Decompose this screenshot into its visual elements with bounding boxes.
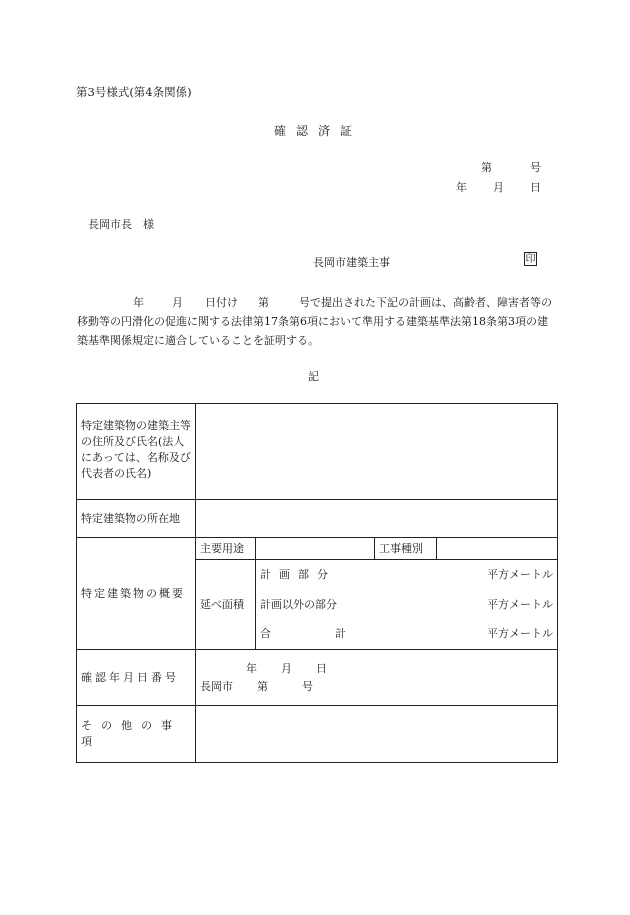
- ki-heading: 記: [308, 370, 319, 383]
- other-label: その他の事項: [77, 706, 196, 763]
- body-dai: 第: [258, 296, 269, 309]
- overview-label: 特定建築物の概要: [77, 538, 196, 650]
- confirm-label: 確認年月日番号: [77, 650, 196, 706]
- certificate-number-line: [481, 162, 541, 173]
- date-day: 日: [530, 181, 541, 194]
- owner-value[interactable]: [196, 404, 558, 500]
- plan-part-row[interactable]: [256, 560, 558, 590]
- date-month: 月: [493, 181, 504, 194]
- floor-area-label: 延べ面積: [196, 560, 256, 650]
- work-type-value[interactable]: [437, 538, 558, 560]
- confirm-day: 日: [316, 661, 327, 675]
- number-go: 号: [530, 161, 541, 174]
- main-use-value[interactable]: [256, 538, 375, 560]
- date-year: 年: [456, 181, 467, 194]
- issue-date-line: [456, 182, 541, 193]
- owner-label: 特定建築物の建築主等の住所及び氏名(法人にあっては、名称及び代表者の氏名): [77, 404, 196, 500]
- total-label: 合計: [260, 627, 410, 641]
- total-unit: 平方メートル: [487, 627, 553, 641]
- total-row[interactable]: [256, 620, 558, 650]
- other-part-label: 計画以外の部分: [260, 597, 337, 611]
- confirm-go: 号: [302, 679, 313, 693]
- number-dai: 第: [481, 161, 492, 174]
- body-year: 年: [133, 296, 144, 309]
- details-table: [76, 403, 558, 763]
- other-value[interactable]: [196, 706, 558, 763]
- plan-part-label: 計画部分: [260, 567, 336, 581]
- other-part-unit: 平方メートル: [487, 597, 553, 611]
- certification-body: [77, 293, 555, 350]
- addressee: 長岡市長 様: [88, 218, 154, 231]
- location-value[interactable]: [196, 500, 558, 538]
- confirm-month: 月: [281, 661, 292, 675]
- confirm-dai: 第: [257, 679, 268, 693]
- confirm-year: 年: [246, 661, 257, 675]
- body-dated: 日付け: [205, 296, 238, 309]
- confirm-value[interactable]: [196, 650, 558, 706]
- issuer: 長岡市建築主事: [313, 256, 390, 269]
- main-use-label: 主要用途: [196, 538, 256, 560]
- work-type-label: 工事種別: [375, 538, 437, 560]
- seal-stamp: 印: [525, 254, 536, 265]
- plan-part-unit: 平方メートル: [487, 567, 553, 581]
- document-title: 確認済証: [274, 124, 363, 138]
- body-text: 号で提出された下記の計画は、高齢者、障害者等の移動等の円滑化の促進に関する法律第17条第6項において準用する建築基準法第18条第3項の建築基準関係規定に適合していることを証明する。: [77, 296, 552, 347]
- location-label: 特定建築物の所在地: [77, 500, 196, 538]
- body-month: 月: [172, 296, 183, 309]
- other-part-row[interactable]: [256, 590, 558, 620]
- form-number: 第3号様式(第4条関係): [76, 85, 192, 99]
- confirm-city: 長岡市: [200, 679, 233, 693]
